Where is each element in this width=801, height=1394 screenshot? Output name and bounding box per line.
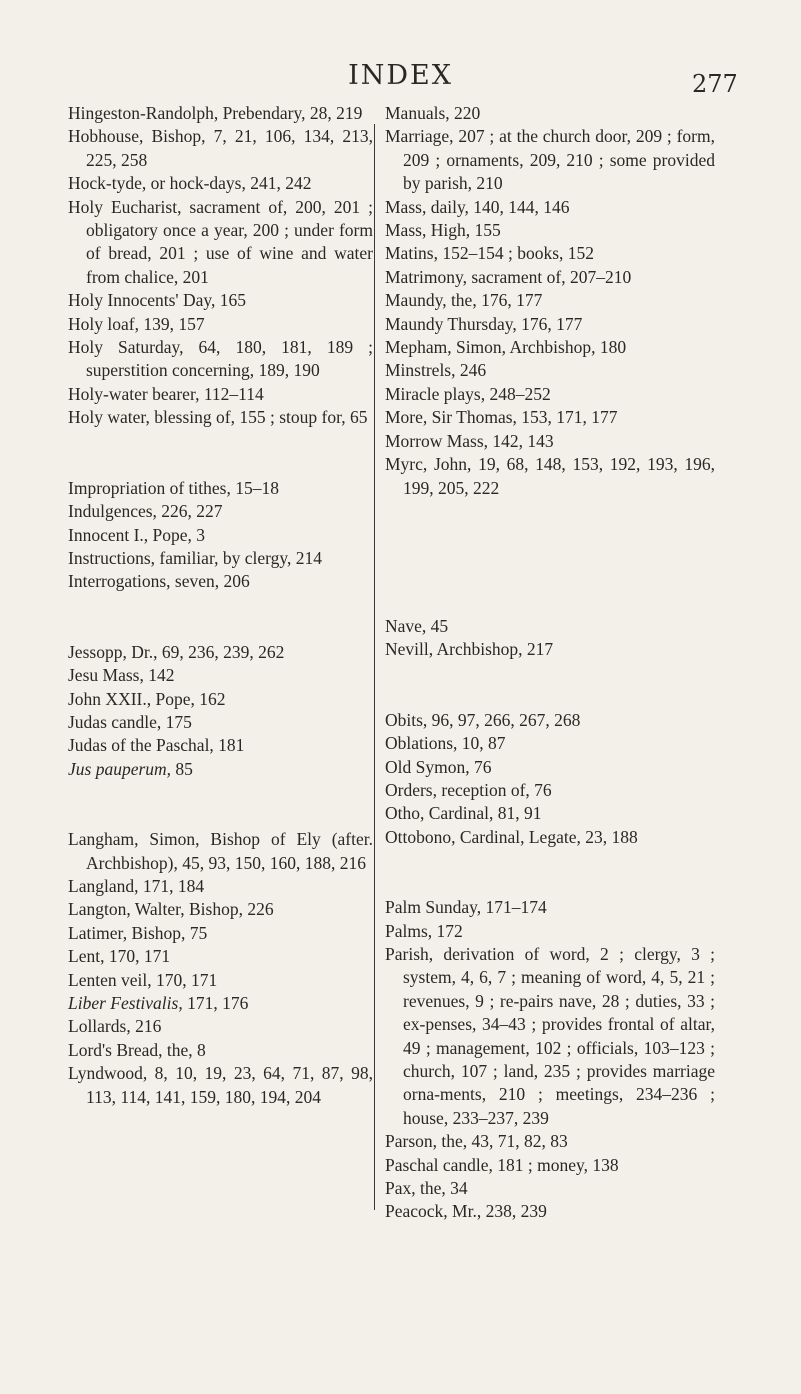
index-entry: Ottobono, Cardinal, Legate, 23, 188 (385, 826, 638, 847)
index-entry: Lollards, 216 (68, 1016, 162, 1037)
index-entry: Innocent I., Pope, 3 (68, 524, 206, 545)
italic-term: Liber Festivalis, (68, 993, 183, 1013)
index-entry: Holy water, blessing of, 155 ; stoup for, 65 (68, 407, 368, 428)
index-entry: Jesu Mass, 142 (68, 665, 175, 686)
index-entry: Lord's Bread, the, 8 (68, 1039, 206, 1060)
index-entry: Holy Eucharist, sacrament of, 200, 201 ; obligatory once a year, 200 ; under form of bread, 201 ; use of wine and water from chalice, 201 (68, 196, 373, 287)
column-divider (374, 124, 375, 1210)
index-entry: Miracle plays, 248–252 (385, 383, 551, 404)
index-entry: Marriage, 207 ; at the church door, 209 ; form, 209 ; ornaments, 209, 210 ; some provided by parish, 210 (385, 126, 715, 194)
index-entry: Holy Innocents' Day, 165 (68, 290, 246, 311)
index-entry (68, 992, 373, 1015)
index-entry: Morrow Mass, 142, 143 (385, 430, 554, 451)
index-entry: Judas candle, 175 (68, 711, 192, 732)
index-group-p (385, 896, 715, 1224)
index-entry: Lyndwood, 8, 10, 19, 23, 64, 71, 87, 98, 113, 114, 141, 159, 180, 194, 204 (68, 1063, 373, 1107)
index-entry: John XXII., Pope, 162 (68, 688, 226, 709)
index-entry: Pax, the, 34 (385, 1178, 468, 1199)
index-group-l (68, 828, 373, 1109)
index-entry: Matrimony, sacrament of, 207–210 (385, 266, 632, 287)
entry-pages: 85 (171, 758, 193, 779)
index-entry: Langton, Walter, Bishop, 226 (68, 899, 274, 920)
index-group-m (385, 102, 715, 500)
index-entry: Palms, 172 (385, 920, 463, 941)
page-number: 277 (692, 70, 738, 98)
index-entry: Indulgences, 226, 227 (68, 501, 223, 522)
index-entry: Nave, 45 (385, 615, 449, 636)
index-entry: Old Symon, 76 (385, 756, 492, 777)
index-entry: Obits, 96, 97, 266, 267, 268 (385, 709, 581, 730)
index-group-h (68, 102, 373, 430)
index-entry: Jessopp, Dr., 69, 236, 239, 262 (68, 641, 285, 662)
index-entry: Mass, daily, 140, 144, 146 (385, 196, 570, 217)
index-entry: Hingeston-Randolph, Prebendary, 28, 219 (68, 103, 363, 123)
index-entry: Parson, the, 43, 71, 82, 83 (385, 1131, 568, 1152)
index-entry: Nevill, Archbishop, 217 (385, 639, 554, 660)
index-entry: Mepham, Simon, Archbishop, 180 (385, 337, 627, 358)
index-entry: Latimer, Bishop, 75 (68, 922, 208, 943)
index-group-j (68, 641, 373, 781)
index-entry: Palm Sunday, 171–174 (385, 897, 547, 918)
index-entry: Langland, 171, 184 (68, 875, 205, 896)
index-entry: Lent, 170, 171 (68, 946, 171, 967)
index-entry: Holy loaf, 139, 157 (68, 313, 205, 334)
index-entry: Holy Saturday, 64, 180, 181, 189 ; superstition concerning, 189, 190 (68, 337, 373, 381)
index-entry: More, Sir Thomas, 153, 171, 177 (385, 407, 618, 428)
index-entry: Holy-water bearer, 112–114 (68, 383, 264, 404)
index-entry: Instructions, familiar, by clergy, 214 (68, 547, 322, 568)
index-entry: Hobhouse, Bishop, 7, 21, 106, 134, 213, 225, 258 (68, 126, 373, 170)
index-entry: Judas of the Paschal, 181 (68, 735, 245, 756)
index-entry (68, 758, 373, 781)
index-group-o (385, 709, 715, 849)
index-entry: Hock-tyde, or hock-days, 241, 242 (68, 173, 312, 194)
index-entry: Peacock, Mr., 238, 239 (385, 1201, 547, 1222)
index-entry: Lenten veil, 170, 171 (68, 969, 218, 990)
index-entry: Otho, Cardinal, 81, 91 (385, 803, 542, 824)
entry-pages: 171, 176 (182, 993, 249, 1013)
index-group-n (385, 615, 715, 662)
index-entry: Paschal candle, 181 ; money, 138 (385, 1154, 619, 1175)
index-entry: Maundy, the, 176, 177 (385, 290, 543, 311)
index-entry: Oblations, 10, 87 (385, 733, 506, 754)
index-entry: Impropriation of tithes, 15–18 (68, 477, 279, 498)
index-entry: Langham, Simon, Bishop of Ely (after. Archbishop), 45, 93, 150, 160, 188, 216 (68, 829, 373, 873)
index-entry: Maundy Thursday, 176, 177 (385, 313, 583, 334)
index-entry: Parish, derivation of word, 2 ; clergy, 3 ; system, 4, 6, 7 ; meaning of word, 4, 5, 21 ; revenues, 9 ; re-pairs nave, 28 ; duties, 33 ; ex-penses, 34–43 ; provides frontal of altar, 49 ; management, 102 ; officials, 103–123 ; church, 107 ; land, 235 ; provides marriage orna-ments, 210 ; meetings, 234–236 ; house, 233–237, 239 (385, 943, 715, 1128)
left-column (68, 102, 373, 1109)
right-column (385, 102, 715, 1224)
index-entry: Manuals, 220 (385, 103, 481, 123)
index-title: INDEX (348, 60, 453, 91)
index-entry: Minstrels, 246 (385, 360, 487, 381)
page-header (0, 60, 801, 100)
index-entry: Interrogations, seven, 206 (68, 571, 250, 592)
index-entry: Myrc, John, 19, 68, 148, 153, 192, 193, 196, 199, 205, 222 (385, 454, 715, 498)
index-group-i (68, 477, 373, 594)
index-entry: Orders, reception of, 76 (385, 779, 552, 800)
index-entry: Mass, High, 155 (385, 220, 501, 241)
index-entry: Matins, 152–154 ; books, 152 (385, 243, 595, 264)
italic-term: Jus pauperum, (68, 758, 172, 779)
